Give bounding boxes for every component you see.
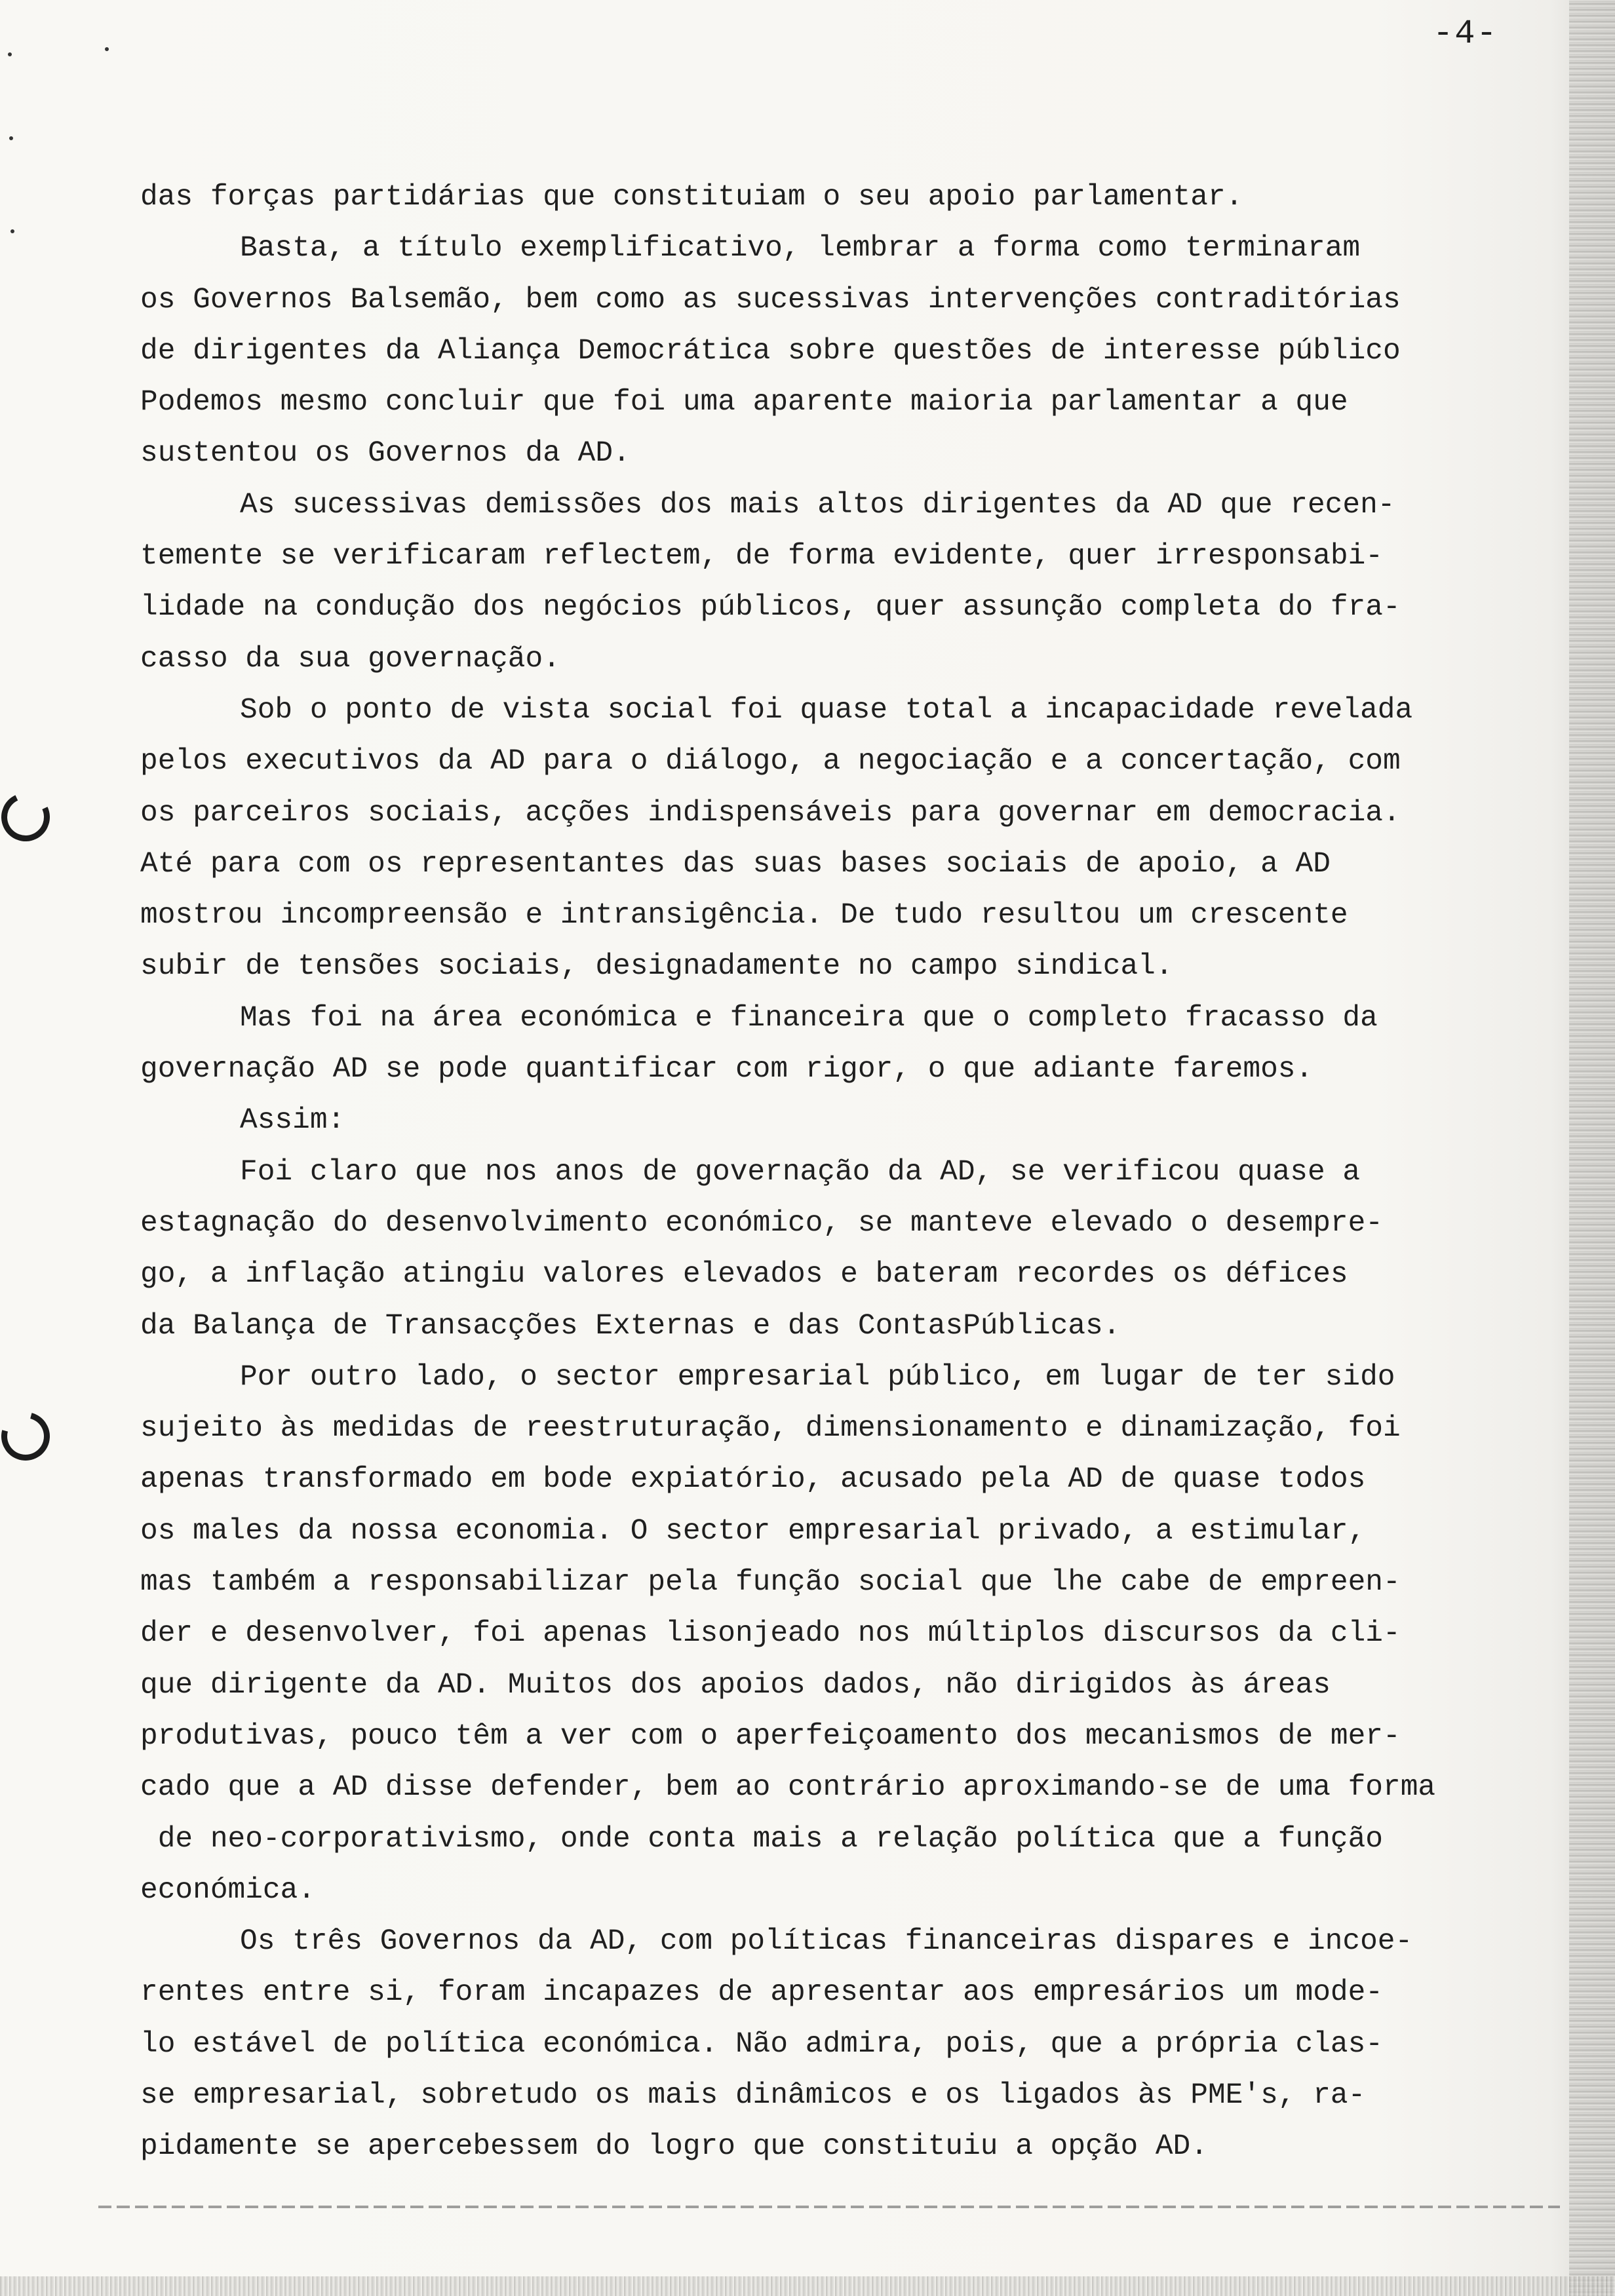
text-line: da Balança de Transacções Externas e das ContasPúblicas. [140, 1309, 1121, 1343]
text-line: lo estável de política económica. Não admira, pois, que a própria clas- [140, 2027, 1384, 2061]
scan-speck [105, 47, 109, 51]
text-line: pelos executivos da AD para o diálogo, a negociação e a concertação, com [140, 745, 1401, 778]
text-line: os Governos Balsemão, bem como as sucessivas intervenções contraditórias [140, 283, 1401, 316]
text-line: rentes entre si, foram incapazes de apresentar aos empresários um mode- [140, 1976, 1384, 2010]
text-line: Por outro lado, o sector empresarial público, em lugar de ter sido [240, 1360, 1395, 1394]
text-line: Podemos mesmo concluir que foi uma aparente maioria parlamentar a que [140, 386, 1348, 419]
text-line: mas também a responsabilizar pela função social que lhe cabe de empreen- [140, 1566, 1401, 1599]
page-number: -4- [1433, 14, 1498, 53]
scan-speck [9, 136, 13, 140]
scan-speck [8, 52, 12, 56]
text-line: subir de tensões sociais, designadamente no campo sindical. [140, 950, 1173, 984]
text-line: mostrou incompreensão e intransigência. De tudo resultou um crescente [140, 899, 1348, 932]
punch-hole-icon [0, 786, 56, 849]
text-line: Basta, a título exemplificativo, lembrar a forma como terminaram [240, 232, 1361, 265]
text-line: se empresarial, sobretudo os mais dinâmicos e os ligados às PME's, ra- [140, 2078, 1366, 2112]
scan-edge-bottom [0, 2276, 1615, 2296]
text-line: os parceiros sociais, acções indispensáveis para governar em democracia. [140, 796, 1401, 830]
text-line: sustentou os Governos da AD. [140, 437, 631, 470]
scan-speck [10, 229, 14, 233]
text-line: As sucessivas demissões dos mais altos dirigentes da AD que recen- [240, 488, 1395, 522]
text-line: casso da sua governação. [140, 642, 560, 676]
text-line: der e desenvolver, foi apenas lisonjeado nos múltiplos discursos da cli- [140, 1617, 1401, 1651]
text-line: go, a inflação atingiu valores elevados e bateram recordes os défices [140, 1258, 1348, 1292]
text-line: Sob o ponto de vista social foi quase total a incapacidade revelada [240, 693, 1413, 727]
text-line: Assim: [240, 1104, 345, 1138]
text-line: produtivas, pouco têm a ver com o aperfeiçoamento dos mecanismos de mer- [140, 1719, 1401, 1753]
text-line: governação AD se pode quantificar com rigor, o que adiante faremos. [140, 1053, 1313, 1086]
text-line: pidamente se apercebessem do logro que constituiu a opção AD. [140, 2130, 1208, 2164]
text-line: que dirigente da AD. Muitos dos apoios dados, não dirigidos às áreas [140, 1668, 1331, 1702]
bottom-rule [98, 2206, 1560, 2208]
text-line: apenas transformado em bode expiatório, acusado pela AD de quase todos [140, 1463, 1366, 1497]
text-line: estagnação do desenvolvimento económico, se manteve elevado o desempre- [140, 1206, 1384, 1240]
text-line: temente se verificaram reflectem, de forma evidente, quer irresponsabi- [140, 540, 1384, 573]
punch-hole-icon [0, 1403, 59, 1469]
text-line: de dirigentes da Aliança Democrática sobre questões de interesse público [140, 334, 1401, 368]
text-line: Mas foi na área económica e financeira que o completo fracasso da [240, 1001, 1378, 1035]
text-line: das forças partidárias que constituiam o seu apoio parlamentar. [140, 181, 1243, 214]
body-text [140, 172, 1566, 2173]
text-line: os males da nossa economia. O sector empresarial privado, a estimular, [140, 1514, 1366, 1548]
text-line: de neo-corporativismo, onde conta mais a relação política que a função [140, 1822, 1384, 1856]
scan-edge-right [1569, 0, 1615, 2296]
text-line: cado que a AD disse defender, bem ao contrário aproximando-se de uma forma [140, 1771, 1436, 1805]
text-line: Até para com os representantes das suas bases sociais de apoio, a AD [140, 847, 1331, 881]
text-line: sujeito às medidas de reestruturação, dimensionamento e dinamização, foi [140, 1412, 1401, 1445]
text-line: Os três Governos da AD, com políticas financeiras dispares e incoe- [240, 1925, 1413, 1959]
text-line: Foi claro que nos anos de governação da AD, se verificou quase a [240, 1155, 1361, 1189]
text-line: económica. [140, 1873, 316, 1907]
text-line: lidade na condução dos negócios públicos, quer assunção completa do fra- [140, 591, 1401, 624]
